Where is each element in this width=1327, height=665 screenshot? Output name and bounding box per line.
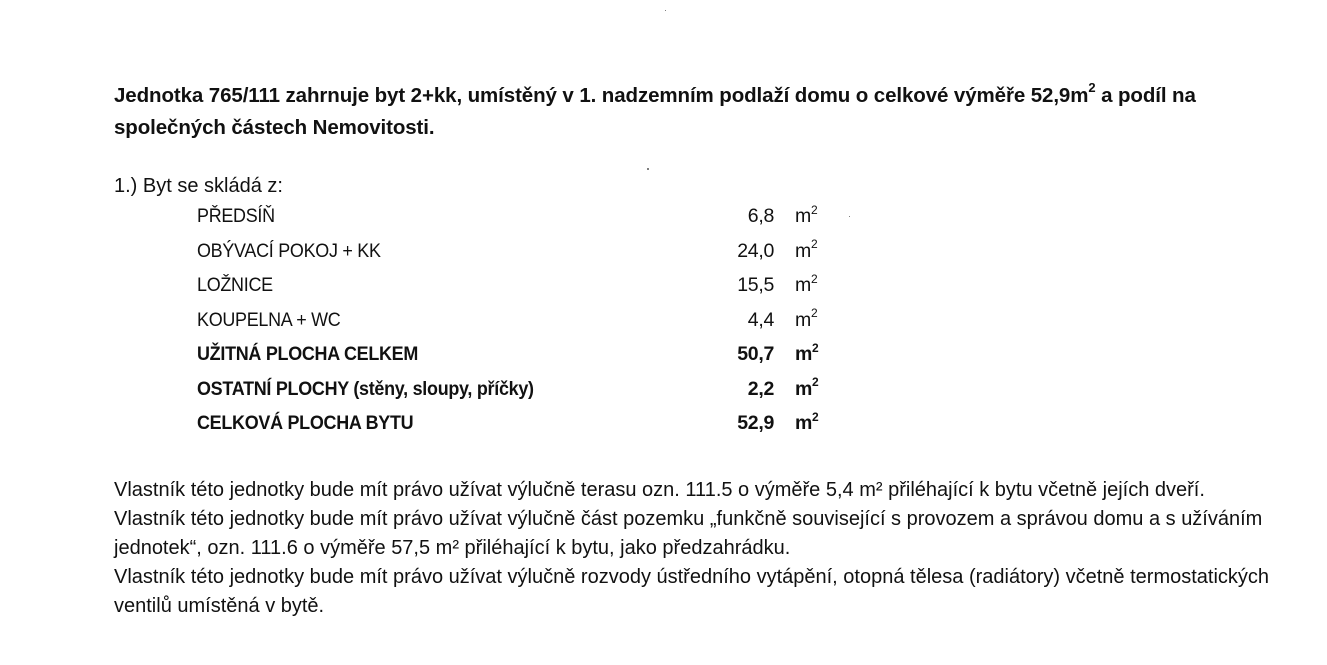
room-row	[197, 372, 857, 407]
notes-section	[114, 476, 1304, 621]
unit-exponent: 2	[812, 375, 819, 389]
room-row	[197, 234, 857, 269]
unit-exponent: 2	[810, 202, 818, 217]
intro-paragraph	[114, 80, 1304, 144]
room-row	[197, 199, 857, 234]
room-area-value: 50,7	[737, 343, 774, 365]
room-name: PŘEDSÍŇ	[197, 205, 275, 227]
room-area-value: 24,0	[737, 239, 774, 262]
scan-speck	[647, 168, 649, 170]
scan-speck	[849, 216, 850, 217]
room-row	[197, 406, 857, 441]
unit-exponent: 2	[812, 340, 819, 355]
unit-base: m	[795, 377, 813, 400]
unit-base: m	[795, 274, 811, 296]
room-area-value: 2,2	[747, 377, 774, 400]
room-area-value: 6,8	[747, 205, 774, 227]
unit-base: m	[795, 343, 813, 365]
unit-base: m	[795, 205, 811, 227]
note-paragraph: Vlastník této jednotky bude mít právo užívat výlučně rozvody ústředního vytápění, otopná tělesa (radiátory) včetně termostatických ventilů umístěná v bytě.	[114, 566, 1270, 617]
unit-base: m	[795, 308, 811, 331]
list-heading: 1.) Byt se skládá z:	[114, 175, 283, 197]
room-area-value: 4,4	[747, 308, 774, 331]
room-area-unit	[795, 372, 818, 406]
scan-speck	[665, 10, 666, 11]
room-area-unit	[795, 303, 817, 337]
room-area-unit	[795, 268, 817, 302]
room-area-table	[197, 199, 857, 441]
room-name: OSTATNÍ PLOCHY (stěny, sloupy, příčky)	[197, 377, 534, 400]
unit-exponent: 2	[810, 306, 818, 320]
room-area-unit	[795, 337, 818, 371]
unit-exponent: 2	[812, 409, 819, 424]
room-name: UŽITNÁ PLOCHA CELKEM	[197, 343, 419, 365]
unit-exponent: 2	[810, 237, 818, 251]
room-row	[197, 337, 857, 372]
room-area-unit	[795, 234, 817, 268]
room-area-unit	[795, 406, 818, 440]
unit-base: m	[795, 412, 813, 434]
room-row	[197, 303, 857, 338]
room-row	[197, 268, 857, 303]
unit-base: m	[795, 239, 811, 262]
room-area-value: 15,5	[737, 274, 774, 296]
note-paragraph: Vlastník této jednotky bude mít právo užívat výlučně terasu ozn. 111.5 o výměře 5,4 m² přiléhající k bytu včetně jejích dveří.	[114, 479, 1205, 501]
room-area-unit	[795, 199, 817, 233]
room-name: KOUPELNA + WC	[197, 308, 341, 331]
intro-superscript: 2	[1088, 80, 1096, 96]
unit-exponent: 2	[810, 271, 818, 286]
room-area-value: 52,9	[737, 412, 774, 434]
intro-text: Jednotka 765/111 zahrnuje byt 2+kk, umístěný v 1. nadzemním podlaží domu o celkové výměře 52,9m	[114, 84, 1089, 107]
note-paragraph: Vlastník této jednotky bude mít právo užívat výlučně část pozemku „funkčně související s provozem a správou domu a s užíváním jednotek“, ozn. 111.6 o výměře 57,5 m² přiléhající k bytu, jako předzahrádku.	[114, 508, 1263, 559]
room-name: LOŽNICE	[197, 274, 273, 296]
room-name: CELKOVÁ PLOCHA BYTU	[197, 412, 414, 434]
room-name: OBÝVACÍ POKOJ + KK	[197, 239, 381, 262]
intro-text-end: a podíl na společných částech Nemovitosti.	[114, 84, 1196, 139]
